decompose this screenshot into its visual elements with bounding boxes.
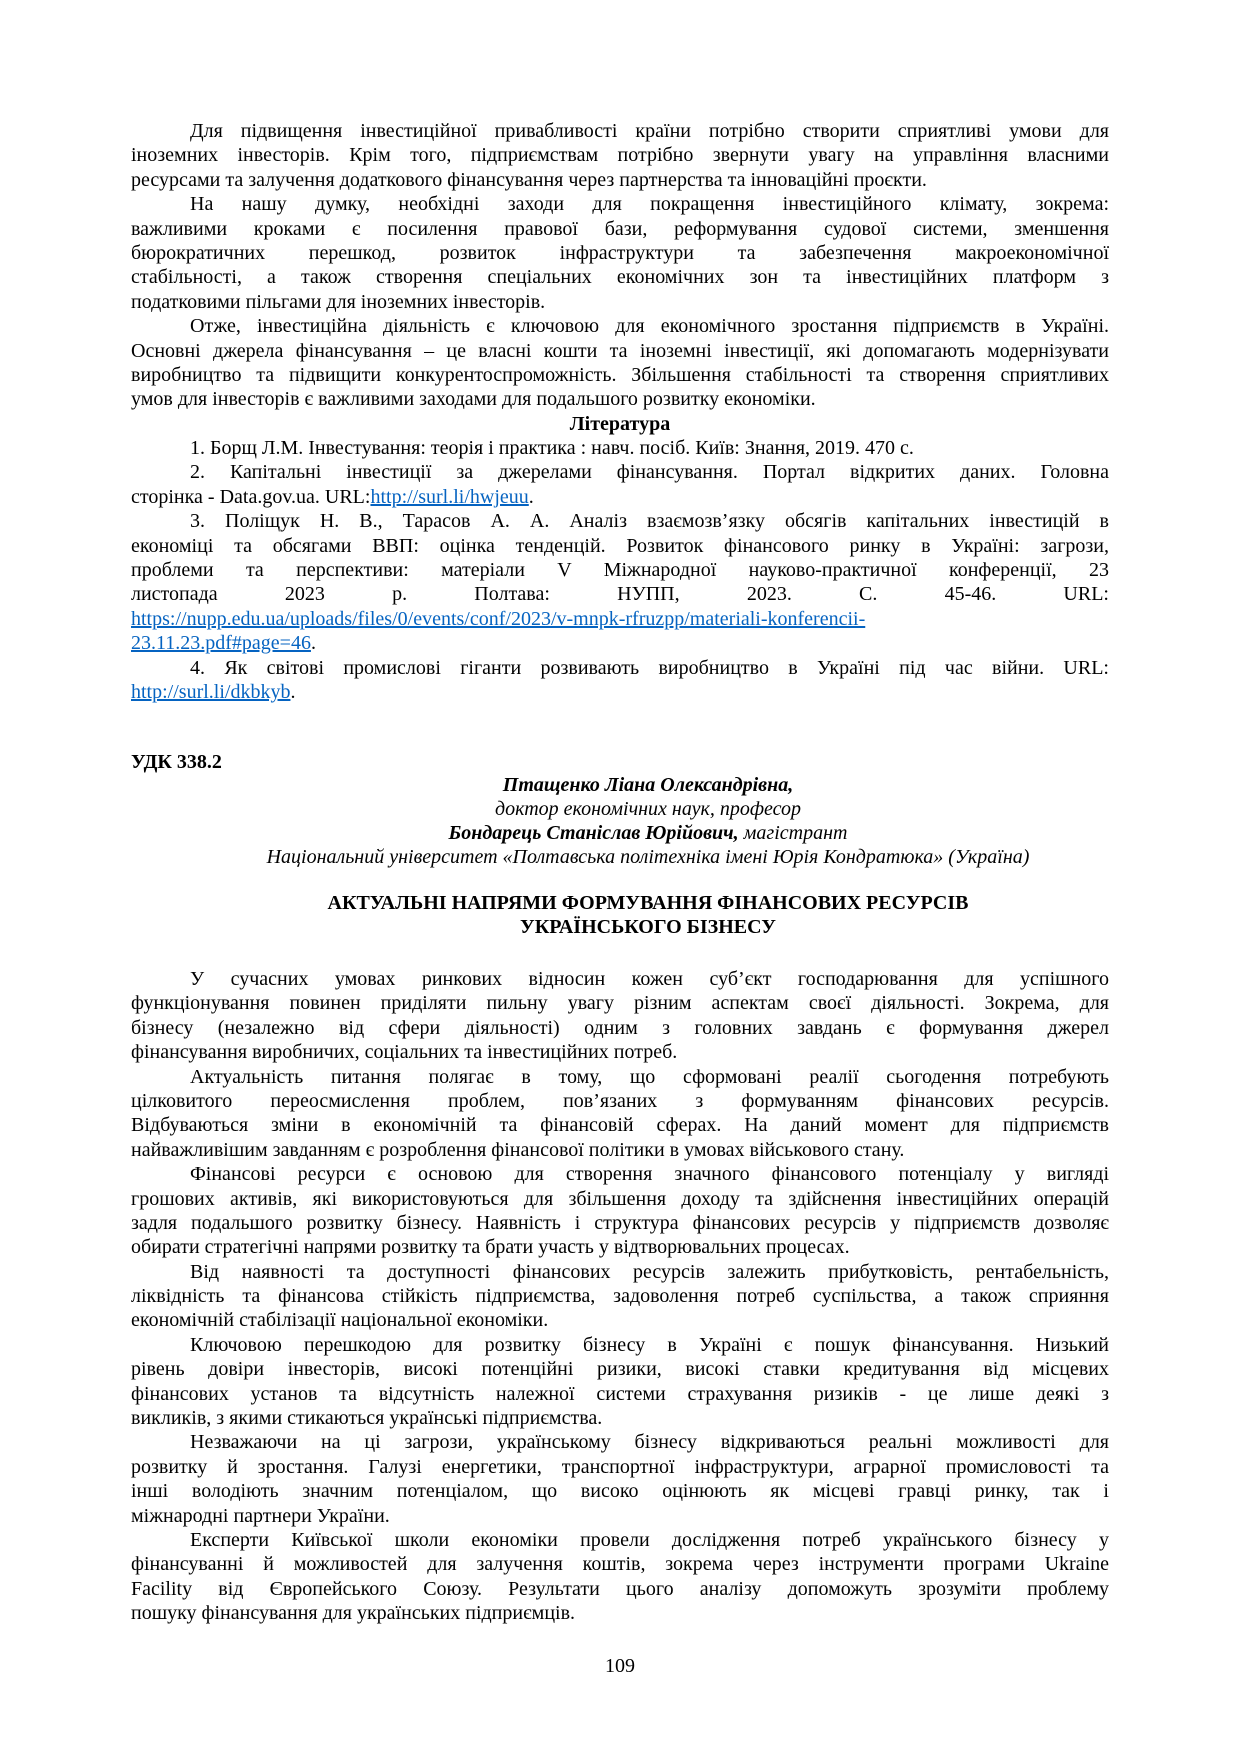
- text-line: міжнародні партнери України.: [131, 1504, 390, 1527]
- article-title-line2: УКРАЇНСЬКОГО БІЗНЕСУ: [520, 916, 776, 938]
- text-line: Відбуваються зміни в економічній та фінансовій сферах. На даний момент для підприємств: [131, 1114, 1109, 1137]
- article-title: [187, 891, 1109, 939]
- text-line: бізнесу (незалежно від сфери діяльності) одним з головних завдань є формування джерел: [131, 1016, 1109, 1039]
- text-line: умов для інвесторів є важливими заходами для подальшого розвитку економіки.: [131, 388, 816, 411]
- text-line: економічній стабілізації національної економіки.: [131, 1309, 549, 1332]
- text-line: бюрократичних перешкод, розвиток інфраструктури та забезпечення макроекономічної: [131, 241, 1109, 264]
- reference-link[interactable]: http://surl.li/hwjeuu: [370, 485, 529, 508]
- text-line: листопада 2023 р. Полтава: НУПП, 2023. С. 45-46. URL:: [131, 583, 1109, 606]
- text-line: розвитку й зростання. Галузі енергетики, транспортної інфраструктури, аграрної промисловості та: [131, 1455, 1109, 1478]
- text-line: Незважаючи на ці загрози, українському бізнесу відкриваються реальні можливості для: [190, 1431, 1109, 1454]
- text-line: фінансових установ та відсутність належної системи страхування ризиків - це лише деякі з: [131, 1382, 1109, 1405]
- paragraph: [131, 1065, 1109, 1163]
- paragraph: [131, 1528, 1109, 1626]
- text-line: цілковитого переосмислення проблем, пов’язаних з формуванням фінансових ресурсів.: [131, 1089, 1109, 1112]
- author1-name: Птащенко Ліана Олександрівна,: [502, 774, 794, 796]
- reference-item: [131, 460, 1109, 509]
- text-line: Для підвищення інвестиційної привабливості країни потрібно створити сприятливі умови для: [190, 120, 1109, 142]
- text-line: функціонування повинен приділяти пильну увагу різним аспектам своєї діяльності. Зокрема, для: [131, 992, 1109, 1015]
- text-line: Експерти Київської школи економіки провели дослідження потреб українського бізнесу у: [190, 1528, 1109, 1551]
- text-line: проблеми та перспективи: матеріали V Міжнародної науково-практичної конференції, 23: [131, 559, 1109, 582]
- author1-title: доктор економічних наук, професор: [494, 798, 802, 820]
- text-line: інші володіють значним потенціалом, що високо оцінюють як місцеві гравці ринку, так і: [131, 1480, 1109, 1503]
- text-line: ресурсами та залучення додаткового фінансування через партнерства та інноваційні проєкти.: [131, 168, 927, 191]
- text-line: На нашу думку, необхідні заходи для покращення інвестиційного клімату, зокрема:: [190, 193, 1109, 216]
- paragraph: [131, 192, 1109, 314]
- text-line: сторінка - Data.gov.ua. URL:http://surl.li/hwjeuu.: [131, 485, 534, 508]
- paragraph: [131, 1162, 1109, 1260]
- article-body: [131, 967, 1109, 1626]
- author2-name: Бондарець Станіслав Юрійович,: [448, 822, 739, 844]
- text-line: Facility від Європейського Союзу. Результати цього аналізу допоможуть зрозуміти проблему: [131, 1577, 1109, 1600]
- reference-link[interactable]: 23.11.23.pdf#page=46: [131, 632, 311, 655]
- author2-title: магістрант: [738, 822, 848, 844]
- text-line: стабільності, а також створення спеціальних економічних зон та інвестиційних платформ з: [131, 266, 1109, 289]
- paragraph: [131, 1260, 1109, 1333]
- text-line: пошуку фінансування для українських підприємців.: [131, 1602, 576, 1625]
- text-line: обирати стратегічні напрями розвитку та брати участь у відтворювальних процесах.: [131, 1236, 850, 1259]
- text-line: Фінансові ресурси є основою для створення значного фінансового потенціалу у вигляді: [190, 1163, 1109, 1186]
- text-line: Актуальність питання полягає в тому, що сформовані реалії сьогодення потребують: [190, 1065, 1109, 1088]
- conclusion-paragraphs: [131, 119, 1109, 412]
- text-line: фінансуванні й можливостей для залучення коштів, зокрема через інструменти програми Ukraine: [131, 1553, 1109, 1576]
- affiliation: Національний університет «Полтавська політехніка імені Юрія Кондратюка» (Україна): [266, 846, 1030, 868]
- text-line: податковими пільгами для іноземних інвесторів.: [131, 290, 546, 313]
- text-line: 4. Як світові промислові гіганти розвивають виробництво в Україні під час війни. URL:: [190, 656, 1109, 679]
- reference-list: [131, 436, 1109, 704]
- page-number: 109: [605, 1655, 635, 1677]
- paragraph: [131, 967, 1109, 1065]
- text-line: Від наявності та доступності фінансових ресурсів залежить прибутковість, рентабельність,: [190, 1260, 1109, 1283]
- reference-item: [131, 436, 1109, 460]
- text-line: 23.11.23.pdf#page=46.: [131, 632, 316, 655]
- text-line: ліквідність та фінансова стійкість підприємства, задоволення потреб суспільства, а також сприяння: [131, 1285, 1109, 1308]
- text-line: http://surl.li/dkbkyb.: [131, 680, 296, 703]
- text-line: важливими кроками є посилення правової бази, реформування судової системи, зменшення: [131, 217, 1109, 240]
- text-line: [131, 607, 1109, 631]
- text-line: грошових активів, які використовуються для збільшення доходу та здійснення інвестиційних операцій: [131, 1187, 1109, 1210]
- text-line: фінансування виробничих, соціальних та інвестиційних потреб.: [131, 1041, 678, 1064]
- author-block: [187, 773, 1109, 869]
- paragraph: [131, 314, 1109, 412]
- text-line: задля подальшого розвитку бізнесу. Наявність і структура фінансових ресурсів у підприємств дозволяє: [131, 1211, 1109, 1234]
- text-line: 3. Поліщук Н. В., Тарасов А. А. Аналіз взаємозв’язку обсягів капітальних інвестицій в: [190, 510, 1109, 533]
- reference-item: [131, 509, 1109, 655]
- text-line: виробництво та підвищити конкурентоспроможність. Збільшення стабільності та створення сприятливих: [131, 363, 1109, 386]
- text-line: викликів, з якими стикаються українські підприємства.: [131, 1407, 603, 1430]
- reference-link[interactable]: https://nupp.edu.ua/uploads/files/0/events/conf/2023/v-mnpk-rfruzpp/materiali-konferencii-: [131, 607, 866, 630]
- text-line: іноземних інвесторів. Крім того, підприємствам потрібно звернути увагу на управління власними: [131, 144, 1109, 167]
- text-line: економіці та обсягами ВВП: оцінка тенденцій. Розвиток фінансового ринку в Україні: загрози,: [131, 534, 1109, 557]
- udk-code: УДК 338.2: [131, 751, 222, 773]
- text-line: рівень довіри інвесторів, високі потенційні ризики, високі ставки кредитування від місцевих: [131, 1358, 1109, 1381]
- paragraph: [131, 1333, 1109, 1431]
- literature-heading: Література: [569, 412, 671, 435]
- paragraph: [131, 1430, 1109, 1528]
- reference-link[interactable]: http://surl.li/dkbkyb: [131, 680, 291, 703]
- top-section: [131, 119, 1109, 704]
- article-title-line1: АКТУАЛЬНІ НАПРЯМИ ФОРМУВАННЯ ФІНАНСОВИХ РЕСУРСІВ: [327, 892, 969, 914]
- text-line: 2. Капітальні інвестиції за джерелами фінансування. Портал відкритих даних. Головна: [190, 461, 1109, 484]
- text-line: найважливішим завданням є розроблення фінансової політики в умовах військового стану.: [131, 1138, 905, 1161]
- paragraph: [131, 119, 1109, 192]
- text-line: Отже, інвестиційна діяльність є ключовою для економічного зростання підприємств в Україні.: [190, 315, 1109, 338]
- text-line: 1. Борщ Л.М. Інвестування: теорія і практика : навч. посіб. Київ: Знання, 2019. 470 с.: [190, 437, 914, 460]
- text-line: У сучасних умовах ринкових відносин кожен суб’єкт господарювання для успішного: [190, 968, 1109, 990]
- text-line: Основні джерела фінансування – це власні кошти та іноземні інвестиції, які допомагають модернізувати: [131, 339, 1109, 362]
- reference-item: [131, 656, 1109, 705]
- text-line: Ключовою перешкодою для розвитку бізнесу в Україні є пошук фінансування. Низький: [190, 1333, 1109, 1356]
